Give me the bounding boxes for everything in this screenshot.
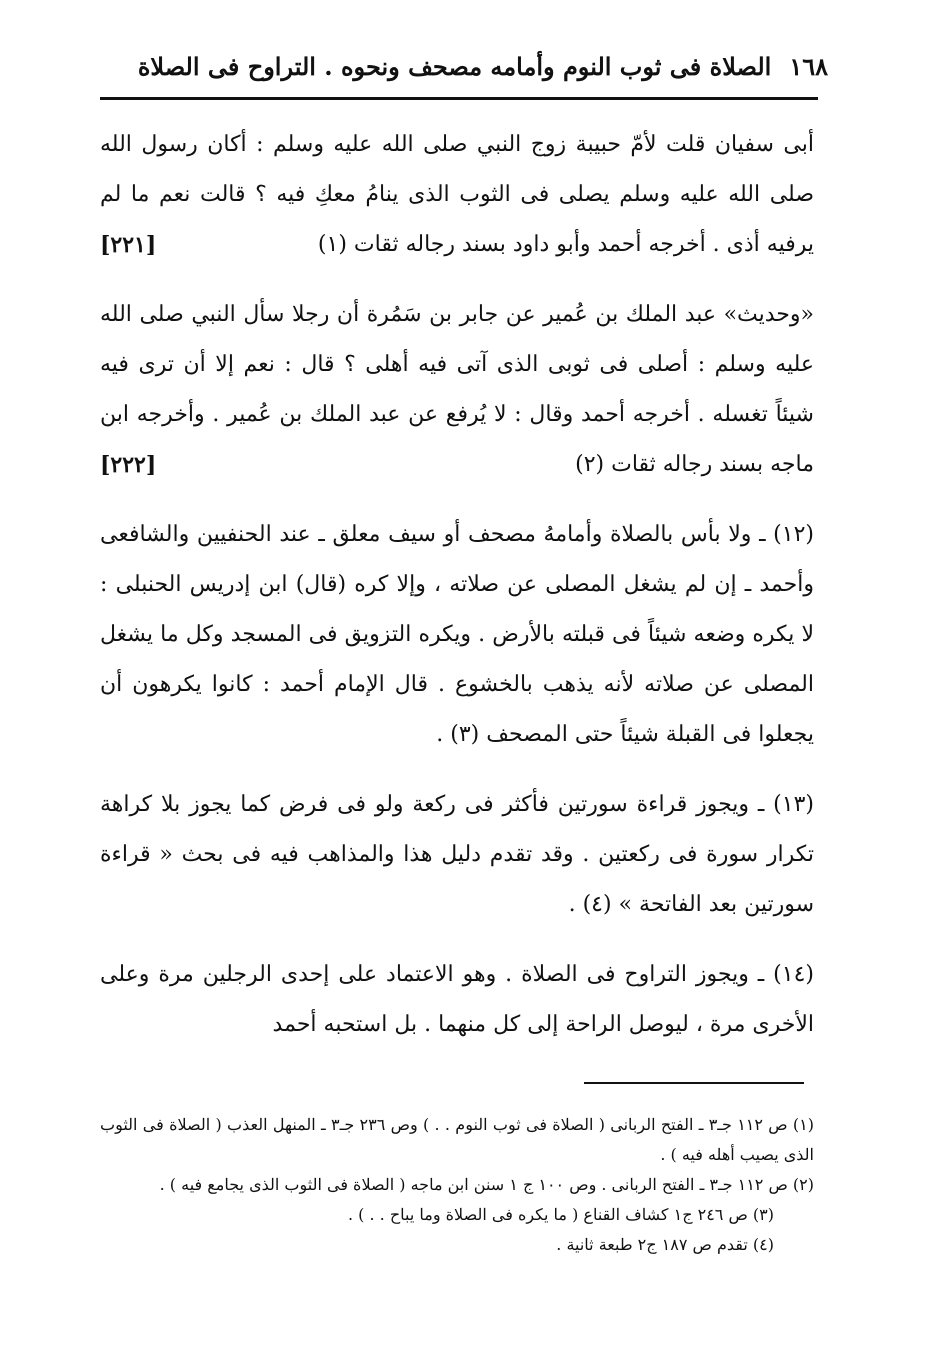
page-header (100, 44, 828, 88)
header-rule (100, 97, 818, 100)
footnote: (٢) ص ١١٢ جـ٣ ـ الفتح الربانى . وص ١٠٠ ج ١ سنن ابن ماجه ( الصلاة فى الثوب الذى يجامع فيه ) . (159, 1175, 814, 1194)
paragraph (100, 120, 814, 270)
paragraph-text: (١٣) ـ ويجوز قراءة سورتين فأكثر فى ركعة ولو فى فرض كما يجوز بلا كراهة تكرار سورة فى ركعتين . وقد تقدم دليل هذا والمذاهب فيه فى بحث « قراءة سورتين بعد الفاتحة » (٤) . (100, 792, 814, 917)
page-number: ١٦٨ (789, 51, 828, 81)
footnotes (100, 1110, 814, 1260)
footnote: (١) ص ١١٢ جـ٣ ـ الفتح الربانى ( الصلاة فى ثوب النوم . . ) وص ٢٣٦ جـ٣ ـ المنهل العذب ( الصلاة فى الثوب الذى يصيب أهله فيه ) . (100, 1115, 815, 1164)
paragraph-text: (١٢) ـ ولا بأس بالصلاة وأمامهُ مصحف أو سيف معلق ـ عند الحنفيين والشافعى وأحمد ـ إن لم يشغل المصلى عن صلاته ، وإلا كره (قال) ابن إدريس الحنبلى : لا يكره وضعه شيئاً فى قبلته بالأرض . ويكره التزويق فى المسجد وكل ما يشغل المصلى عن صلاته لأنه يذهب بالخشوع . قال الإمام أحمد : كانوا يكرهون أن يجعلوا فى القبلة شيئاً حتى المصحف (٣) . (100, 522, 814, 747)
hadith-reference-number: [٢٢٢] (100, 452, 157, 478)
paragraph-text: (١٤) ـ ويجوز التراوح فى الصلاة . وهو الاعتماد على إحدى الرجلين مرة وعلى الأخرى مرة ، ليوصل الراحة إلى كل منهما . بل استحبه أحمد (100, 962, 814, 1037)
main-text (100, 120, 814, 1050)
paragraph (100, 780, 814, 930)
paragraph (100, 950, 814, 1050)
running-title: الصلاة فى ثوب النوم وأمامه مصحف ونحوه . التراوح فى الصلاة (137, 51, 772, 81)
paragraph (100, 510, 814, 760)
footnote-separator (584, 1082, 804, 1084)
hadith-reference-number: [٢٢١] (100, 232, 157, 258)
footnote: (٣) ص ٢٤٦ ج١ كشاف القناع ( ما يكره فى الصلاة وما يباح . . ) . (348, 1205, 774, 1224)
footnote: (٤) تقدم ص ١٨٧ ج٢ طبعة ثانية . (556, 1235, 774, 1254)
paragraph (100, 290, 814, 490)
paragraph-text: أبى سفيان قلت لأمّ حبيبة زوج النبي صلى الله عليه وسلم : أكان رسول الله صلى الله عليه وسلم يصلى فى الثوب الذى ينامُ معكِ فيه ؟ قالت نعم ما لم يرفيه أذى . أخرجه أحمد وأبو داود بسند رجاله ثقات (١) (100, 132, 814, 257)
paragraph-text: «وحديث» عبد الملك بن عُمير عن جابر بن سَمُرة أن رجلا سأل النبي صلى الله عليه وسلم : أصلى فى ثوبى الذى آتى فيه أهلى ؟ قال : نعم إلا أن ترى فيه شيئاً تغسله . أخرجه أحمد وقال : لا يُرفع عن عبد الملك بن عُمير . وأخرجه ابن ماجه بسند رجاله ثقات (٢) (100, 302, 814, 477)
